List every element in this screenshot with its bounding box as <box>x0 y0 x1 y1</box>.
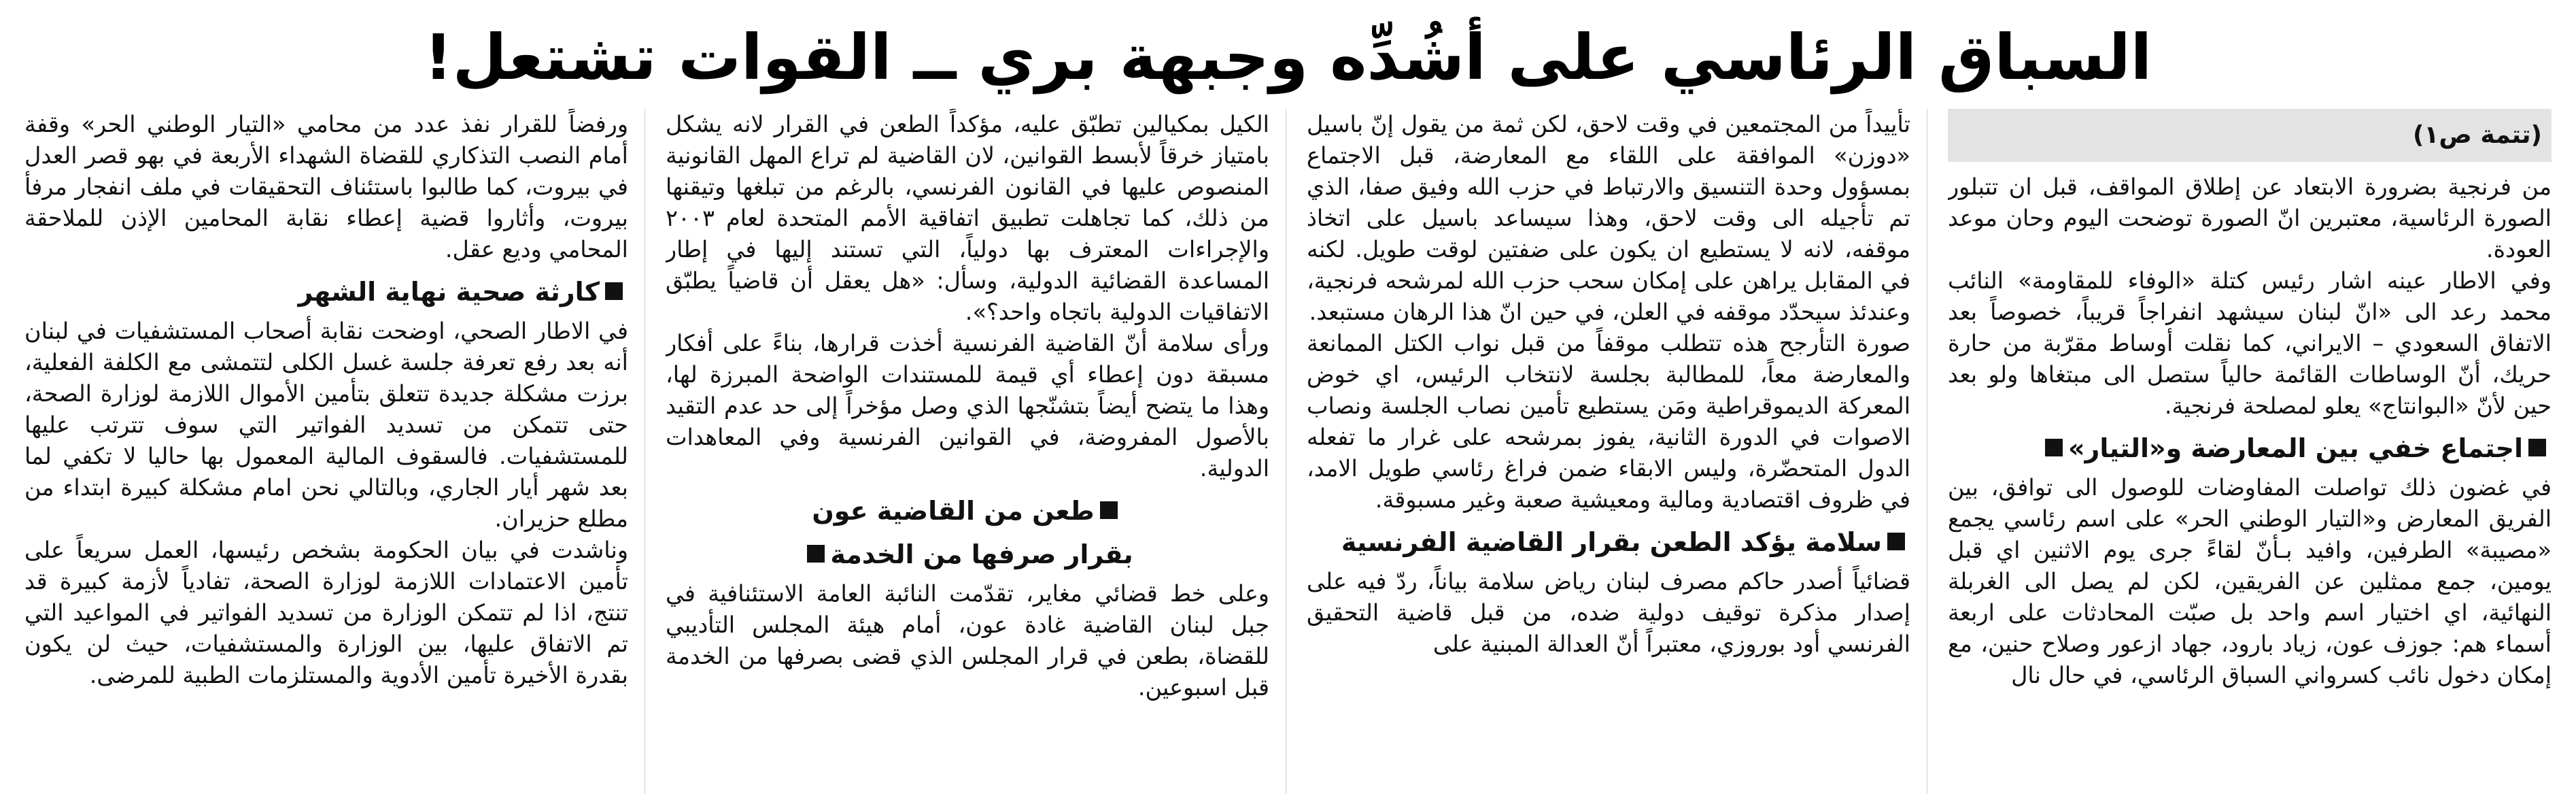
subheading <box>1307 525 1910 559</box>
article-columns <box>24 109 2552 794</box>
paragraph: ورفضاً للقرار نفذ عدد من محامي «التيار الوطني الحر» وقفة أمام النصب التذكاري للقضاة الشهداء الأربعة في بهو قصر العدل في بيروت، كما طالبوا باستئناف التحقيقات في ملف انفجار مرفأ بيروت، وأثاروا قضية إعطاء نقابة المحامين الإذن للملاحقة المحامي وديع عقل. <box>24 111 628 263</box>
paragraph: في غضون ذلك تواصلت المفاوضات للوصول الى توافق، بين الفريق المعارض و«التيار الوطني الحر» على اسم رئاسي يجمع «مصيبة» الطرفين، وافيد بـأنّ لقاءً جرى يوم الاثنين اي قبل يومين، جمع ممثلين عن الفريقين، لكن لم يصل الى الغربلة النهائية، اي اختيار اسم واحد بل صبّت المحادثات على اربعة أسماء هم: جوزف عون، زياد بارود، جهاد ازعور وصلاح حنين، مع إمكان دخول نائب كسرواني السباق الرئاسي، في حال نال <box>1948 474 2552 688</box>
continued-label: (تتمة ص١) <box>2412 121 2542 149</box>
square-bullet-icon <box>2528 439 2546 456</box>
subheading <box>666 494 1269 528</box>
paragraph: قضائياً أصدر حاكم مصرف لبنان رياض سلامة بياناً، ردّ فيه على إصدار مذكرة توقيف دولية ضده، من قبل قاضية التحقيق الفرنسي أود بوروزي، معتبراً أنّ العدالة المبنية على <box>1307 568 1910 657</box>
subheading-text: سلامة يؤكد الطعن بقرار القاضية الفرنسية <box>1341 527 1882 557</box>
subheading <box>24 275 628 309</box>
paragraph: من فرنجية بضرورة الابتعاد عن إطلاق المواقف، قبل ان تتبلور الصورة الرئاسية، معتبرين انّ الصورة توضحت اليوم وحان موعد العودة. <box>1948 173 2552 263</box>
subheading <box>1948 431 2552 465</box>
headline: السباق الرئاسي على أشُدِّه وجبهة بري ــ القوات تشتعل! <box>424 21 2152 94</box>
square-bullet-icon <box>2045 439 2063 456</box>
subheading <box>666 537 1269 571</box>
subheading-text: بقرار صرفها من الخدمة <box>830 539 1133 569</box>
square-bullet-icon <box>1100 501 1118 519</box>
paragraph: الكيل بمكيالين تطبّق عليه، مؤكداً الطعن في القرار لانه يشكل بامتياز خرقاً لأبسط القوانين، لان القاضية لم تراع المهل القانونية المنصوص عليها في القانون الفرنسي، بالرغم من تبلغها وتيقنها من ذلك، كما تجاهلت تطبيق اتفاقية الأمم المتحدة لعام ٢٠٠٣ والإجراءات المعترف بها دولياً، التي تستند إليها في إطار المساعدة القضائية الدولية، وسأل: «هل يعقل أن قاضياً يطبّق الاتفاقيات الدولية باتجاه واحد؟». <box>666 111 1269 325</box>
subheading-text: اجتماع خفي بين المعارضة و«التيار» <box>2067 433 2523 463</box>
subheading-text: طعن من القاضية عون <box>812 496 1095 526</box>
paragraph: وناشدت في بيان الحكومة بشخص رئيسها، العمل سريعاً على تأمين الاعتمادات اللازمة لوزارة الصحة، تفادياً لأزمة كبيرة قد تنتج، اذا لم تتمكن الوزارة من تسديد الفواتير في المواعيد التي تم الاتفاق عليها، بين الوزارة والمستشفيات، حيث لن يكون بقدرة الأخيرة تأمين الأدوية والمستلزمات الطبية للمرضى. <box>24 537 628 688</box>
column-3 <box>666 109 1286 794</box>
paragraph: تأييداً من المجتمعين في وقت لاحق، لكن ثمة من يقول إنّ باسيل «دوزن» الموافقة على اللقاء مع المعارضة، قبل الاجتماع بمسؤول وحدة التنسيق والارتباط في حزب الله وفيق صفا، الذي تم تأجيله الى وقت لاحق، وهذا سيساعد باسيل على اتخاذ موقفه، لانه لا يستطيع ان يكون على ضفتين لوقت طويل. لكنه في المقابل يراهن على إمكان سحب حزب الله لمرشحه فرنجية، وعندئذ سيحدّد موقفه في العلن، في حين انّ هذا الرهان مستبعد. <box>1307 111 1910 325</box>
column-1 <box>1948 109 2552 794</box>
paragraph: في الاطار الصحي، اوضحت نقابة أصحاب المستشفيات في لبنان أنه بعد رفع تعرفة جلسة غسل الكلى لتتمشى مع الكلفة الفعلية، برزت مشكلة جديدة تتعلق بتأمين الأموال اللازمة لوزارة الصحة، حتى تتمكن من تسديد الفواتير التي سوف تترتب عليها للمستشفيات. فالسقوف المالية المعمول بها حاليا لا تكفي لما بعد شهر أيار الجاري، وبالتالي نحن امام مشكلة كبيرة ابتداء من مطلع حزيران. <box>24 318 628 532</box>
column-2 <box>1307 109 1927 794</box>
subheading-text: كارثة صحية نهاية الشهر <box>298 277 600 307</box>
square-bullet-icon <box>807 545 825 563</box>
paragraph: وعلى خط قضائي مغاير، تقدّمت النائبة العامة الاستئنافية في جبل لبنان القاضية غادة عون، أمام هيئة المجلس التأديبي للقضاة، بطعن في قرار المجلس الذي قضى بصرفها من الخدمة قبل اسبوعين. <box>666 580 1269 701</box>
paragraph: صورة التأرجح هذه تتطلب موقفاً من قبل نواب الكتل الممانعة والمعارضة معاً، للمطالبة بجلسة لانتخاب الرئيس، اي خوض المعركة الديموقراطية ومَن يستطيع تأمين نصاب الجلسة ونصاب الاصوات في الدورة الثانية، يفوز بمرشحه على غرار ما تفعله الدول المتحضّرة، وليس الابقاء ضمن فراغ رئاسي طويل الامد، في ظروف اقتصادية ومالية ومعيشية صعبة وغير مسبوقة. <box>1307 330 1910 513</box>
square-bullet-icon <box>605 282 623 300</box>
paragraph: وفي الاطار عينه اشار رئيس كتلة «الوفاء للمقاومة» النائب محمد رعد الى «انّ لبنان سيشهد انفراجاً قريباً، خصوصاً بعد الاتفاق السعودي – الايراني، كما نقلت أوساط مقرّبة من حارة حريك، أنّ الوساطات القائمة حالياً ستصل الى مبتغاها ولو بعد حين لأنّ «البوانتاج» يعلو لمصلحة فرنجية. <box>1948 267 2552 419</box>
column-4 <box>24 109 645 794</box>
paragraph: ورأى سلامة أنّ القاضية الفرنسية أخذت قرارها، بناءً على أفكار مسبقة دون إعطاء أي قيمة للمستندات الواضحة المبرزة لها، وهذا ما يتضح أيضاً بتشنّجها الذي وصل مؤخراً إلى حد عدم التقيد بالأصول المفروضة، في القوانين الفرنسية وفي المعاهدات الدولية. <box>666 330 1269 482</box>
continued-label-box <box>1948 109 2552 162</box>
square-bullet-icon <box>1887 533 1905 550</box>
